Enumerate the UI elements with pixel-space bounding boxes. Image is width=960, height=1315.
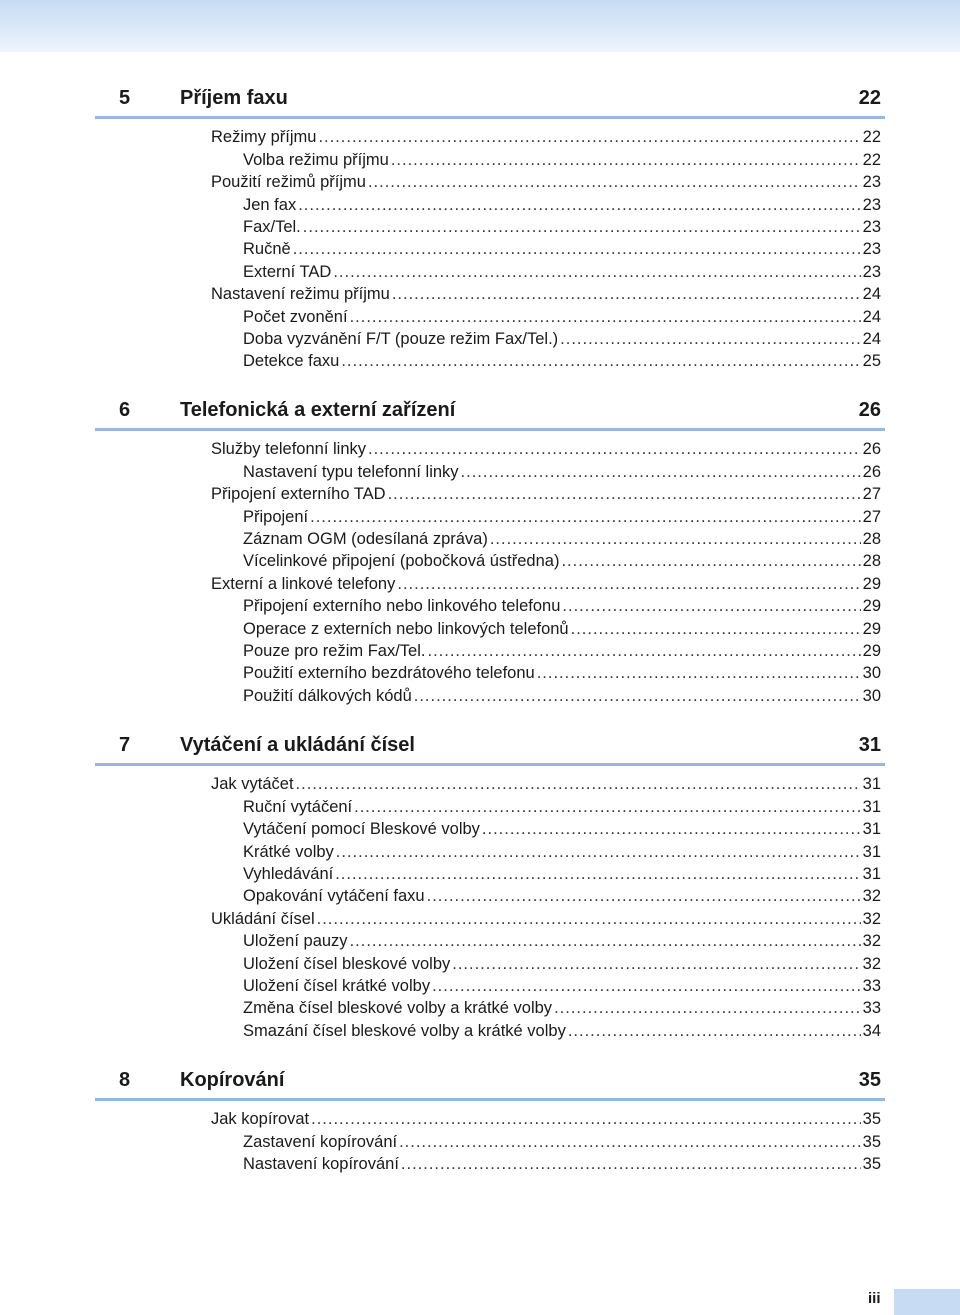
toc-entry-page: 23 <box>862 173 881 192</box>
toc-entry-label: Připojení <box>243 507 309 526</box>
dot-leader <box>391 150 861 170</box>
dot-leader <box>368 172 861 192</box>
dot-leader <box>482 819 861 839</box>
chapter-heading <box>95 82 885 119</box>
toc-entry[interactable] <box>95 282 885 304</box>
toc-entry-page: 32 <box>862 932 881 951</box>
toc-entry-label: Použití dálkových kódů <box>243 686 412 705</box>
dot-leader <box>293 239 861 259</box>
toc-entry-label: Smazání čísel bleskové volby a krátké volby <box>243 1021 566 1040</box>
toc-entry-label: Doba vyzvánění F/T (pouze režim Fax/Tel.) <box>243 329 559 348</box>
toc-entry-page: 29 <box>862 641 881 660</box>
toc-entry-page: 24 <box>862 329 881 348</box>
toc-entry[interactable] <box>95 616 885 638</box>
dot-leader <box>354 797 861 817</box>
toc-entry[interactable] <box>95 817 885 839</box>
toc-entry[interactable] <box>95 549 885 571</box>
chapter-page: 22 <box>858 87 881 109</box>
dot-leader <box>336 842 861 862</box>
toc-entry-page: 22 <box>862 128 881 147</box>
toc-entry[interactable] <box>95 1129 885 1151</box>
chapter-title: Příjem faxu <box>180 87 288 109</box>
entry-list <box>95 772 885 1041</box>
toc-entry-page: 32 <box>862 954 881 973</box>
toc-entry-page: 32 <box>862 909 881 928</box>
toc-entry[interactable] <box>95 125 885 147</box>
toc-entry-page: 24 <box>862 307 881 326</box>
toc-entry[interactable] <box>95 884 885 906</box>
toc-entry[interactable] <box>95 639 885 661</box>
dot-leader <box>554 998 861 1018</box>
entry-list <box>95 1107 885 1174</box>
toc-entry[interactable] <box>95 504 885 526</box>
dot-leader <box>427 641 860 661</box>
chapter-title: Kopírování <box>180 1069 285 1091</box>
toc-entry-page: 31 <box>862 797 881 816</box>
toc-entry-page: 29 <box>862 574 881 593</box>
toc-entry[interactable] <box>95 259 885 281</box>
toc-entry-label: Použití režimů příjmu <box>211 173 366 192</box>
toc-entry-label: Ruční vytáčení <box>243 797 353 816</box>
dot-leader <box>296 774 861 794</box>
dot-leader <box>335 864 860 884</box>
toc-entry-page: 35 <box>862 1155 881 1174</box>
chapter-7 <box>95 729 885 1041</box>
toc-entry-page: 23 <box>862 262 881 281</box>
toc-entry-page: 26 <box>862 440 881 459</box>
chapter-number: 6 <box>119 399 131 421</box>
dot-leader <box>401 1154 861 1174</box>
toc-entry[interactable] <box>95 571 885 593</box>
toc-entry[interactable] <box>95 683 885 705</box>
toc-entry-label: Jak kopírovat <box>211 1110 310 1129</box>
toc-entry[interactable] <box>95 170 885 192</box>
dot-leader <box>399 1132 861 1152</box>
toc-entry[interactable] <box>95 482 885 504</box>
header-band <box>0 0 960 52</box>
dot-leader <box>350 931 861 951</box>
toc-entry[interactable] <box>95 906 885 928</box>
toc-entry-label: Pouze pro režim Fax/Tel. <box>243 641 426 660</box>
toc-entry-label: Ukládání čísel <box>211 909 315 928</box>
toc-entry-label: Služby telefonní linky <box>211 440 367 459</box>
dot-leader <box>560 329 860 349</box>
toc-entry-label: Vyhledávání <box>243 864 334 883</box>
dot-leader <box>461 462 861 482</box>
toc-entry-label: Záznam OGM (odesílaná zpráva) <box>243 529 488 548</box>
toc-entry[interactable] <box>95 772 885 794</box>
toc-entry-label: Režimy příjmu <box>211 128 317 147</box>
toc-entry-page: 28 <box>862 552 881 571</box>
chapter-title: Telefonická a externí zařízení <box>180 399 456 421</box>
toc-entry[interactable] <box>95 192 885 214</box>
chapter-8 <box>95 1064 885 1174</box>
chapter-number: 7 <box>119 734 131 756</box>
toc-entry-page: 26 <box>862 462 881 481</box>
dot-leader <box>350 307 861 327</box>
toc-entry-label: Vícelinkové připojení (pobočková ústředna) <box>243 552 560 571</box>
dot-leader <box>303 217 861 237</box>
dot-leader <box>562 596 860 616</box>
toc-entry-page: 27 <box>862 485 881 504</box>
toc-entry[interactable] <box>95 349 885 371</box>
toc-entry-label: Fax/Tel. <box>243 217 301 236</box>
toc-entry-page: 29 <box>862 619 881 638</box>
toc-entry-page: 23 <box>862 240 881 259</box>
toc-entry[interactable] <box>95 594 885 616</box>
toc-entry-label: Uložení čísel bleskové volby <box>243 954 451 973</box>
chapter-page: 35 <box>858 1069 881 1091</box>
chapter-number: 8 <box>119 1069 131 1091</box>
toc-entry[interactable] <box>95 327 885 349</box>
toc-entry-page: 25 <box>862 352 881 371</box>
toc-entry[interactable] <box>95 794 885 816</box>
toc-entry[interactable] <box>95 974 885 996</box>
entry-list <box>95 437 885 706</box>
chapter-heading <box>95 1064 885 1101</box>
dot-leader <box>333 262 860 282</box>
toc-entry[interactable] <box>95 839 885 861</box>
toc-entry[interactable] <box>95 1152 885 1174</box>
dot-leader <box>452 954 860 974</box>
dot-leader <box>427 886 861 906</box>
dot-leader <box>341 351 860 371</box>
dot-leader <box>432 976 861 996</box>
toc-entry-label: Zastavení kopírování <box>243 1132 398 1151</box>
dot-leader <box>317 909 861 929</box>
dot-leader <box>298 195 860 215</box>
toc-entry-page: 35 <box>862 1110 881 1129</box>
dot-leader <box>571 619 861 639</box>
page-number: iii <box>868 1290 881 1307</box>
toc-entry-label: Krátké volby <box>243 842 334 861</box>
toc-entry-page: 31 <box>862 842 881 861</box>
chapter-heading <box>95 729 885 766</box>
toc-entry-label: Změna čísel bleskové volby a krátké volby <box>243 999 553 1018</box>
toc-entry[interactable] <box>95 1018 885 1040</box>
dot-leader <box>561 551 860 571</box>
dot-leader <box>388 484 861 504</box>
toc-entry-label: Počet zvonění <box>243 307 348 326</box>
toc-entry-label: Uložení pauzy <box>243 932 348 951</box>
toc-entry-page: 35 <box>862 1132 881 1151</box>
dot-leader <box>414 686 861 706</box>
chapter-heading <box>95 394 885 431</box>
toc-entry-page: 27 <box>862 507 881 526</box>
chapter-number: 5 <box>119 87 131 109</box>
toc-entry-page: 23 <box>862 195 881 214</box>
dot-leader <box>392 284 861 304</box>
toc-entry-label: Ručně <box>243 240 291 259</box>
toc-entry-page: 33 <box>862 976 881 995</box>
toc-entry[interactable] <box>95 147 885 169</box>
toc-entry-page: 34 <box>862 1021 881 1040</box>
toc-entry[interactable] <box>95 862 885 884</box>
toc-entry[interactable] <box>95 437 885 459</box>
toc-entry-label: Opakování vytáčení faxu <box>243 887 425 906</box>
toc-entry-label: Nastavení kopírování <box>243 1155 399 1174</box>
toc-entry[interactable] <box>95 1107 885 1129</box>
toc-entry-label: Jen fax <box>243 195 297 214</box>
toc-entry-label: Vytáčení pomocí Bleskové volby <box>243 820 480 839</box>
dot-leader <box>537 663 861 683</box>
toc-entry-page: 28 <box>862 529 881 548</box>
toc-entry-page: 31 <box>862 864 881 883</box>
toc-entry[interactable] <box>95 951 885 973</box>
toc-entry-page: 30 <box>862 664 881 683</box>
toc-entry-label: Připojení externího nebo linkového telefonu <box>243 597 561 616</box>
toc-entry-page: 24 <box>862 285 881 304</box>
toc-entry-label: Připojení externího TAD <box>211 485 386 504</box>
toc-entry-page: 32 <box>862 887 881 906</box>
toc-entry[interactable] <box>95 929 885 951</box>
toc-entry-label: Uložení čísel krátké volby <box>243 976 431 995</box>
dot-leader <box>318 127 860 147</box>
toc-entry[interactable] <box>95 661 885 683</box>
dot-leader <box>310 507 861 527</box>
chapter-page: 26 <box>858 399 881 421</box>
toc-entry-label: Volba režimu příjmu <box>243 150 389 169</box>
toc-entry[interactable] <box>95 304 885 326</box>
toc-entry-label: Operace z externích nebo linkových telefonů <box>243 619 569 638</box>
dot-leader <box>490 529 861 549</box>
toc-entry-label: Externí TAD <box>243 262 332 281</box>
toc-entry-label: Nastavení režimu příjmu <box>211 285 390 304</box>
chapter-page: 31 <box>858 734 881 756</box>
chapter-6 <box>95 394 885 706</box>
chapter-title: Vytáčení a ukládání čísel <box>180 734 415 756</box>
chapter-5 <box>95 82 885 371</box>
toc-entry-label: Detekce faxu <box>243 352 340 371</box>
dot-leader <box>368 439 861 459</box>
toc-entry[interactable] <box>95 527 885 549</box>
page-tab <box>894 1289 960 1315</box>
toc-entry-page: 31 <box>862 820 881 839</box>
toc-entry-label: Použití externího bezdrátového telefonu <box>243 664 535 683</box>
toc-entry-page: 29 <box>862 597 881 616</box>
toc-entry-label: Externí a linkové telefony <box>211 574 396 593</box>
entry-list <box>95 125 885 371</box>
toc-entry[interactable] <box>95 996 885 1018</box>
toc-entry-label: Jak vytáčet <box>211 775 294 794</box>
toc-entry-label: Nastavení typu telefonní linky <box>243 462 459 481</box>
dot-leader <box>397 574 860 594</box>
toc-entry-page: 22 <box>862 150 881 169</box>
toc-entry-page: 30 <box>862 686 881 705</box>
toc-entry[interactable] <box>95 215 885 237</box>
toc-entry[interactable] <box>95 237 885 259</box>
toc-entry[interactable] <box>95 459 885 481</box>
toc-entry-page: 23 <box>862 217 881 236</box>
toc-entry-page: 31 <box>862 775 881 794</box>
dot-leader <box>568 1021 861 1041</box>
toc-entry-page: 33 <box>862 999 881 1018</box>
dot-leader <box>311 1109 861 1129</box>
